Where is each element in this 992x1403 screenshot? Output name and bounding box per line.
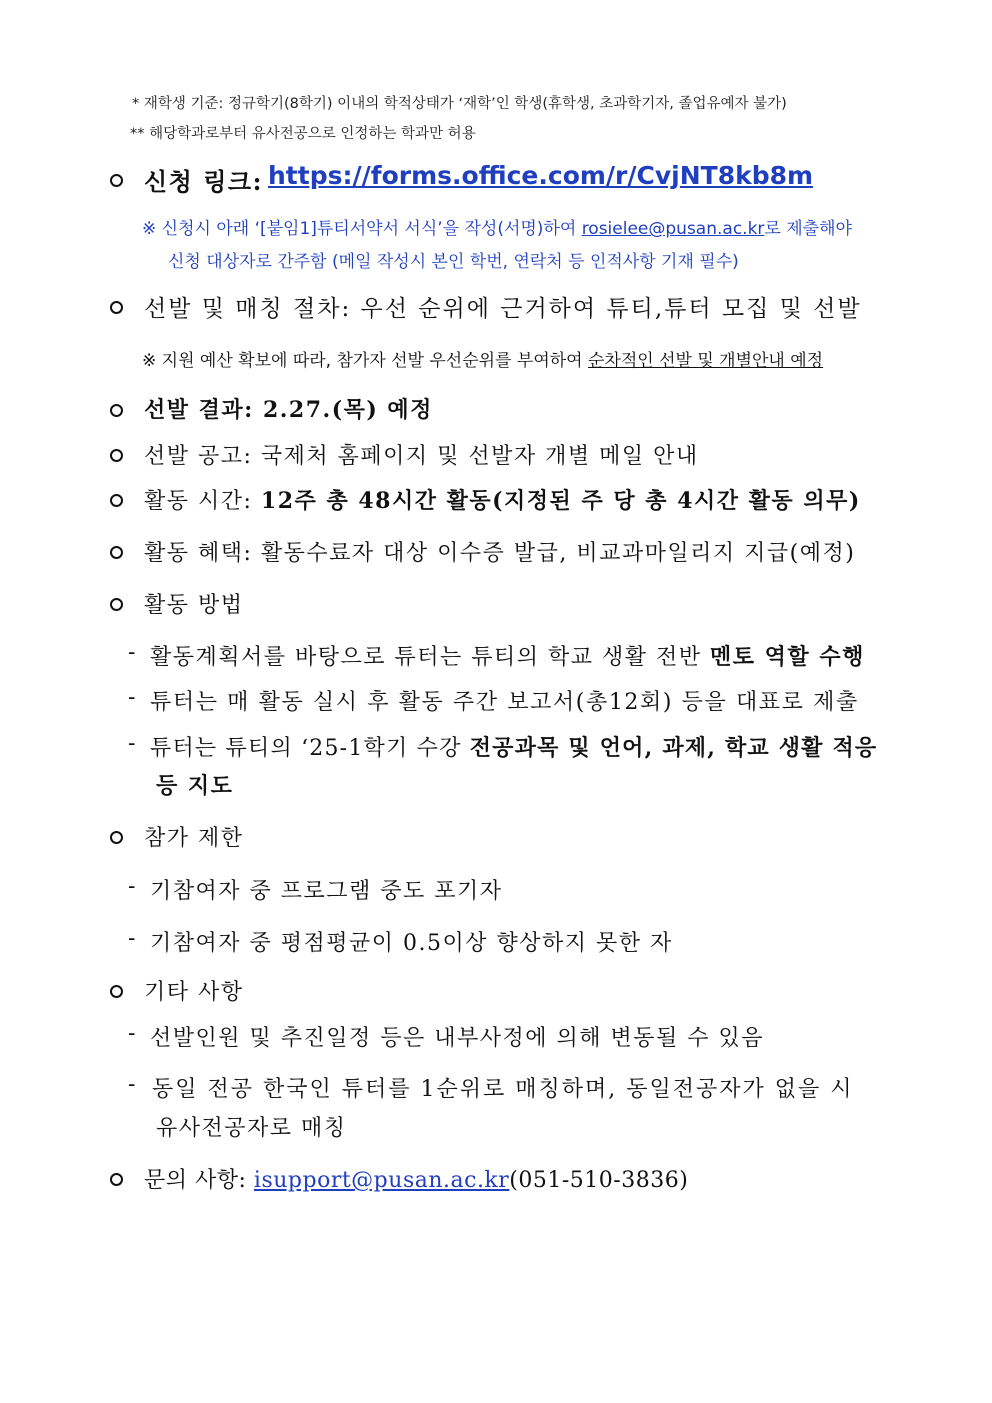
selection-text: 선발 및 매칭 절차: 우선 순위에 근거하여 튜티,튜터 모집 및 선발 [144, 296, 862, 322]
dash-marker: - [128, 640, 136, 665]
contact-label: 문의 사항: [144, 1168, 254, 1193]
method-item-2: 튜터는 매 활동 실시 후 활동 주간 보고서(총12회) 등을 대표로 제출 [150, 690, 859, 715]
hours-line [144, 484, 861, 515]
method-item-1-bold: 멘토 역할 수행 [710, 644, 865, 670]
etc-title: 기타 사항 [144, 980, 244, 1005]
contact-phone: (051-510-3836) [509, 1168, 689, 1193]
method-item-3-bold: 전공과목 및 언어, 과제, 학교 생활 적응 [469, 735, 878, 761]
apply-note-pre: ※ 신청시 아래 ‘[붙임1]튜티서약서 서식’을 작성(서명)하여 [142, 219, 582, 239]
selection-note [142, 346, 823, 371]
selection-note-pre: ※ 지원 예산 확보에 따라, 참가자 선발 우선순위를 부여하여 [142, 351, 588, 371]
bullet-icon [110, 598, 123, 611]
method-item-1 [150, 640, 865, 671]
result-text: 선발 결과: 2.27.(목) 예정 [144, 397, 433, 423]
bullet-icon [110, 301, 123, 314]
limits-item-1: 기참여자 중 프로그램 중도 포기자 [150, 879, 503, 904]
bullet-icon [110, 546, 123, 559]
method-item-3-cont: 등 지도 [156, 773, 234, 799]
apply-label: 신청 링크: [144, 167, 263, 196]
benefit-text: 활동 혜택: 활동수료자 대상 이수증 발급, 비교과마일리지 지급(예정) [144, 541, 856, 566]
bullet-icon [110, 174, 123, 187]
etc-item-2-cont: 유사전공자로 매칭 [156, 1116, 347, 1141]
bullet-icon [110, 1173, 123, 1186]
etc-item-1: 선발인원 및 추진일정 등은 내부사정에 의해 변동될 수 있음 [150, 1026, 764, 1051]
bullet-icon [110, 449, 123, 462]
hours-bold: 12주 총 48시간 활동(지정된 주 당 총 4시간 활동 의무) [260, 488, 861, 514]
method-item-3 [150, 731, 877, 762]
hours-label: 활동 시간: [144, 489, 261, 514]
selection-note-underlined: 순차적인 선발 및 개별안내 예정 [588, 351, 824, 371]
dash-marker: - [128, 874, 136, 899]
apply-note-email-link[interactable]: rosielee@pusan.ac.kr [581, 219, 765, 239]
bullet-icon [110, 831, 123, 844]
apply-form-link[interactable]: https://forms.office.com/r/CvjNT8kb8m [268, 161, 814, 190]
footnote-1: * 재학생 기준: 정규학기(8학기) 이내의 학적상태가 ‘재학’인 학생(휴학생, 초과학기자, 졸업유예자 불가) [132, 96, 787, 112]
apply-note-line1 [142, 214, 852, 239]
method-title: 활동 방법 [144, 593, 244, 618]
limits-item-2: 기참여자 중 평점평균이 0.5이상 향상하지 못한 자 [150, 931, 673, 956]
bullet-icon [110, 404, 123, 417]
dash-marker: - [128, 1021, 136, 1046]
etc-item-2: 동일 전공 한국인 튜터를 1순위로 매칭하며, 동일전공자가 없을 시 [152, 1077, 854, 1102]
dash-marker: - [128, 1072, 136, 1097]
contact-line [144, 1163, 688, 1194]
method-item-3-text: 튜터는 튜티의 ‘25-1학기 수강 [150, 736, 470, 761]
apply-note-post: 로 제출해야 [764, 219, 852, 239]
dash-marker: - [128, 926, 136, 951]
method-item-1-text: 활동계획서를 바탕으로 튜터는 튜티의 학교 생활 전반 [150, 645, 710, 670]
dash-marker: - [128, 685, 136, 710]
apply-note-line2: 신청 대상자로 간주함 (메일 작성시 본인 학번, 연락처 등 인적사항 기재 필수) [168, 252, 739, 272]
limits-title: 참가 제한 [144, 826, 244, 851]
notice-text: 선발 공고: 국제처 홈페이지 및 선발자 개별 메일 안내 [144, 444, 699, 469]
bullet-icon [110, 985, 123, 998]
footnote-2: ** 해당학과로부터 유사전공으로 인정하는 학과만 허용 [130, 126, 476, 142]
bullet-icon [110, 494, 123, 507]
contact-email-link[interactable]: isupport@pusan.ac.kr [253, 1168, 510, 1193]
dash-marker: - [128, 731, 136, 756]
